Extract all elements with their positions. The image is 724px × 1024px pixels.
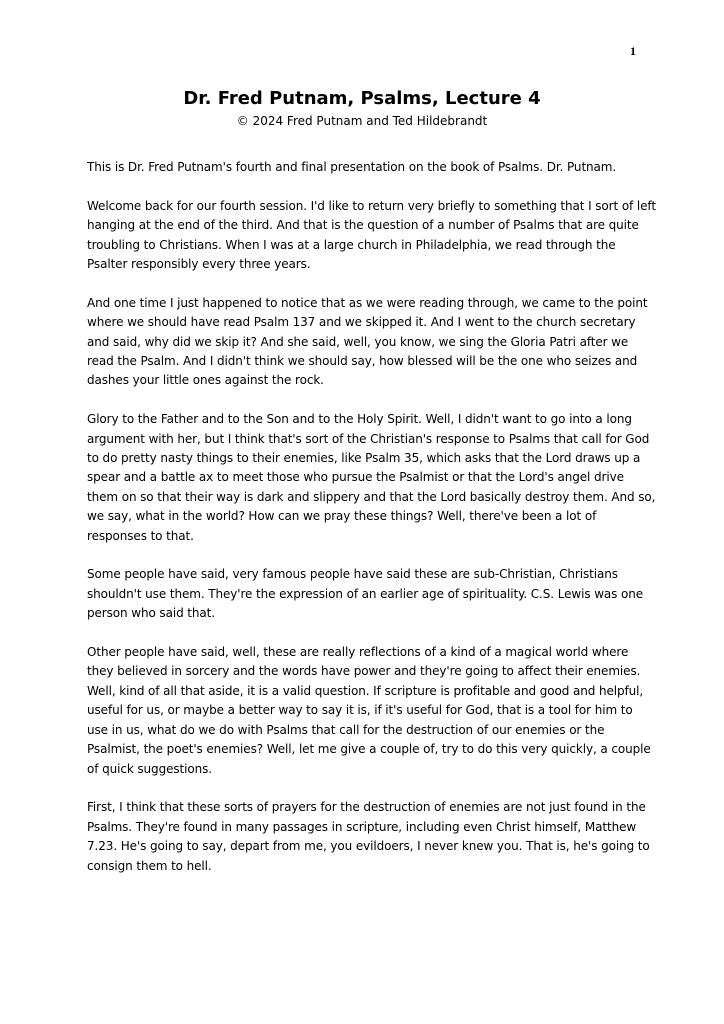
paragraph: And one time I just happened to notice that as we were reading through, we came to the point where we should have read Psalm 137 and we skipped it. And I went to the church secretary and said, why did we skip it? And she said, well, you know, we sing the Gloria Patri after we read the Psalm. And I didn't think we should say, how blessed will be the one who seizes and dashes your little ones against the rock. [87, 295, 648, 388]
paragraph: Welcome back for our fourth session. I'd like to return very briefly to something that I sort of left hanging at the end of the third. And that is the question of a number of Psalms that are quite troubling to Christians. When I was at a large church in Philadelphia, we read through the Psalter responsibly every three years. [87, 198, 656, 272]
document-body [87, 158, 657, 895]
paragraph: Some people have said, very famous people have said these are sub-Christian, Christians shouldn't use them. They're the expression of an earlier age of spirituality. C.S. Lewis was one person who said that. [87, 567, 644, 621]
paragraph: First, I think that these sorts of prayers for the destruction of enemies are not just found in the Psalms. They're found in many passages in scripture, including even Christ himself, Matthew 7.23. He's going to say, depart from me, you evildoers, I never knew you. That is, he's going to consign them to hell. [87, 800, 650, 873]
paragraph-intro: This is Dr. Fred Putnam's fourth and final presentation on the book of Psalms. Dr. Putnam. [87, 160, 617, 174]
document-title: Dr. Fred Putnam, Psalms, Lecture 4 [183, 88, 541, 109]
document-header [0, 88, 724, 130]
paragraph: Glory to the Father and to the Son and to the Holy Spirit. Well, I didn't want to go into a long argument with her, but I think that's sort of the Christian's response to Psalms that call for God to do pretty nasty things to their enemies, like Psalm 35, which asks that the Lord draws up a spear and a battle ax to meet those who pursue the Psalmist or that the Lord's angel drive them on so that their way is dark and slippery and that the Lord basically destroy them. And so, we say, what in the world? How can we pray these things? Well, there've been a lot of responses to that. [87, 412, 656, 543]
copyright-line: © 2024 Fred Putnam and Ted Hildebrandt [236, 114, 488, 128]
page-number: 1 [630, 44, 636, 58]
paragraph: Other people have said, well, these are really reflections of a kind of a magical world where they believed in sorcery and the words have power and they're going to affect their enemies. Well, kind of all that aside, it is a valid question. If scripture is profitable and good and helpful, useful for us, or maybe a better way to say it is, if it's useful for God, that is a tool for him to use in us, what do we do with Psalms that call for the destruction of our enemies or the Psalmist, the poet's enemies? Well, let me give a couple of, try to do this very quickly, a couple of quick suggestions. [87, 645, 651, 776]
